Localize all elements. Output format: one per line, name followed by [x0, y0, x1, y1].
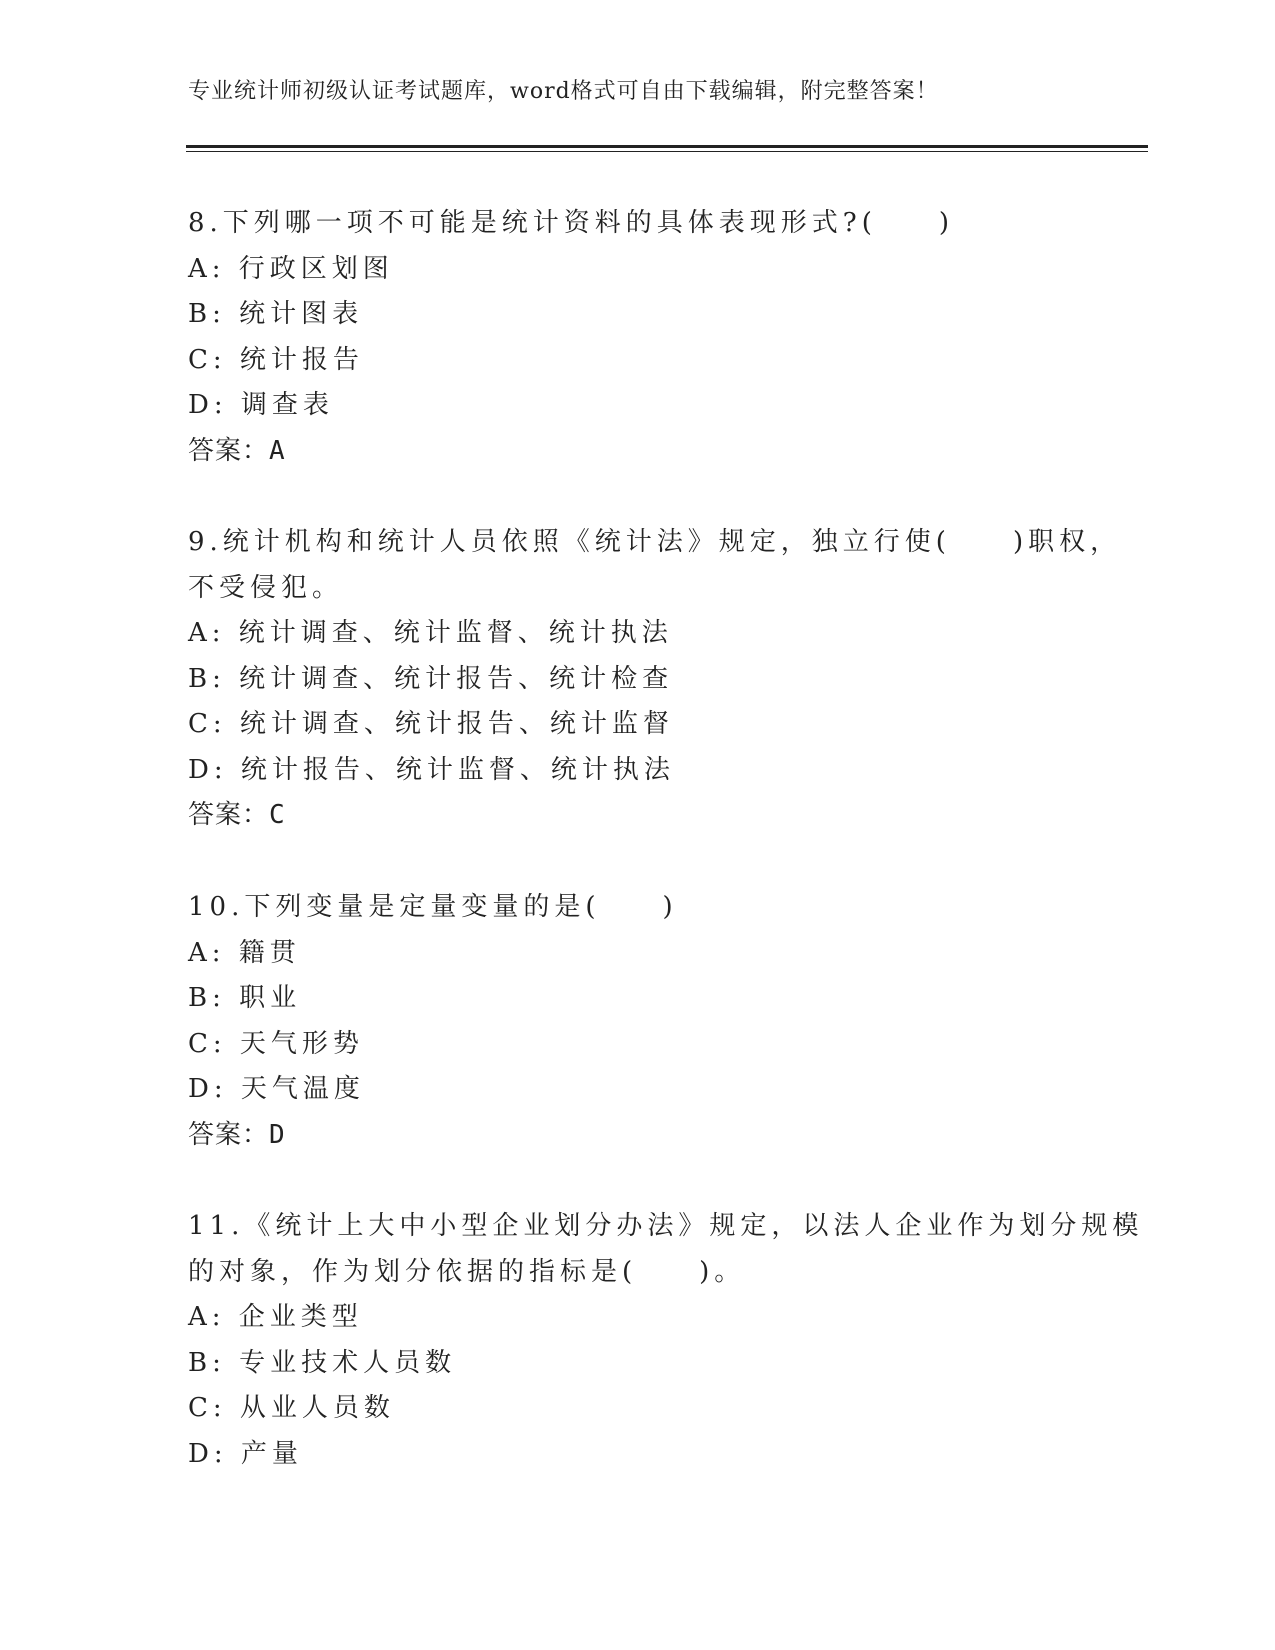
question-8 [188, 201, 1088, 474]
question-stem: 10.下列变量是定量变量的是( ) [188, 892, 678, 922]
question-9 [188, 520, 1122, 839]
answer-value: C [269, 800, 286, 830]
page-header: 专业统计师初级认证考试题库，word格式可自由下载编辑，附完整答案！ [188, 79, 939, 104]
option-a: A: 企业类型 [188, 1302, 363, 1332]
question-stem-line-1: 11.《统计上大中小型企业划分办法》规定，以法人企业作为划分规模 [188, 1211, 1144, 1241]
option-c: C: 从业人员数 [188, 1393, 395, 1423]
option-d: D: 统计报告、统计监督、统计执法 [188, 754, 675, 785]
answer-label: 答案： [188, 435, 270, 466]
option-a: A: 行政区划图 [188, 253, 394, 284]
answer-value: D [269, 1119, 286, 1150]
option-c: C: 统计报告 [188, 344, 364, 375]
header-rule-thin [186, 151, 1148, 152]
question-stem-line-1: 9.统计机构和统计人员依照《统计法》规定，独立行使( )职权， [188, 527, 1122, 557]
option-a: A: 籍贯 [188, 937, 301, 968]
option-b: B: 专业技术人员数 [188, 1347, 457, 1378]
option-d: D: 产量 [188, 1438, 303, 1469]
answer-label: 答案： [188, 1119, 270, 1150]
option-c: C: 天气形势 [188, 1028, 364, 1059]
answer-label: 答案： [188, 800, 270, 830]
option-b: B: 统计调查、统计报告、统计检查 [188, 663, 674, 694]
option-b: B: 职业 [188, 983, 302, 1013]
question-stem: 8.下列哪一项不可能是统计资料的具体表现形式?( ) [188, 208, 955, 238]
header-rule-thick [186, 145, 1148, 148]
option-b: B: 统计图表 [188, 299, 364, 329]
question-11 [188, 1204, 1144, 1477]
answer-line [188, 1113, 1088, 1159]
question-stem-line-2: 不受侵犯。 [188, 572, 344, 603]
question-stem-line-2: 的对象，作为划分依据的指标是( )。 [188, 1256, 746, 1287]
option-d: D: 调查表 [188, 390, 334, 420]
option-a: A: 统计调查、统计监督、统计执法 [188, 618, 673, 648]
option-c: C: 统计调查、统计报告、统计监督 [188, 709, 674, 739]
option-d: D: 天气温度 [188, 1074, 365, 1104]
question-10 [188, 885, 1088, 1158]
answer-line [188, 793, 1088, 839]
answer-value: A [269, 435, 286, 466]
answer-line [188, 429, 1088, 475]
